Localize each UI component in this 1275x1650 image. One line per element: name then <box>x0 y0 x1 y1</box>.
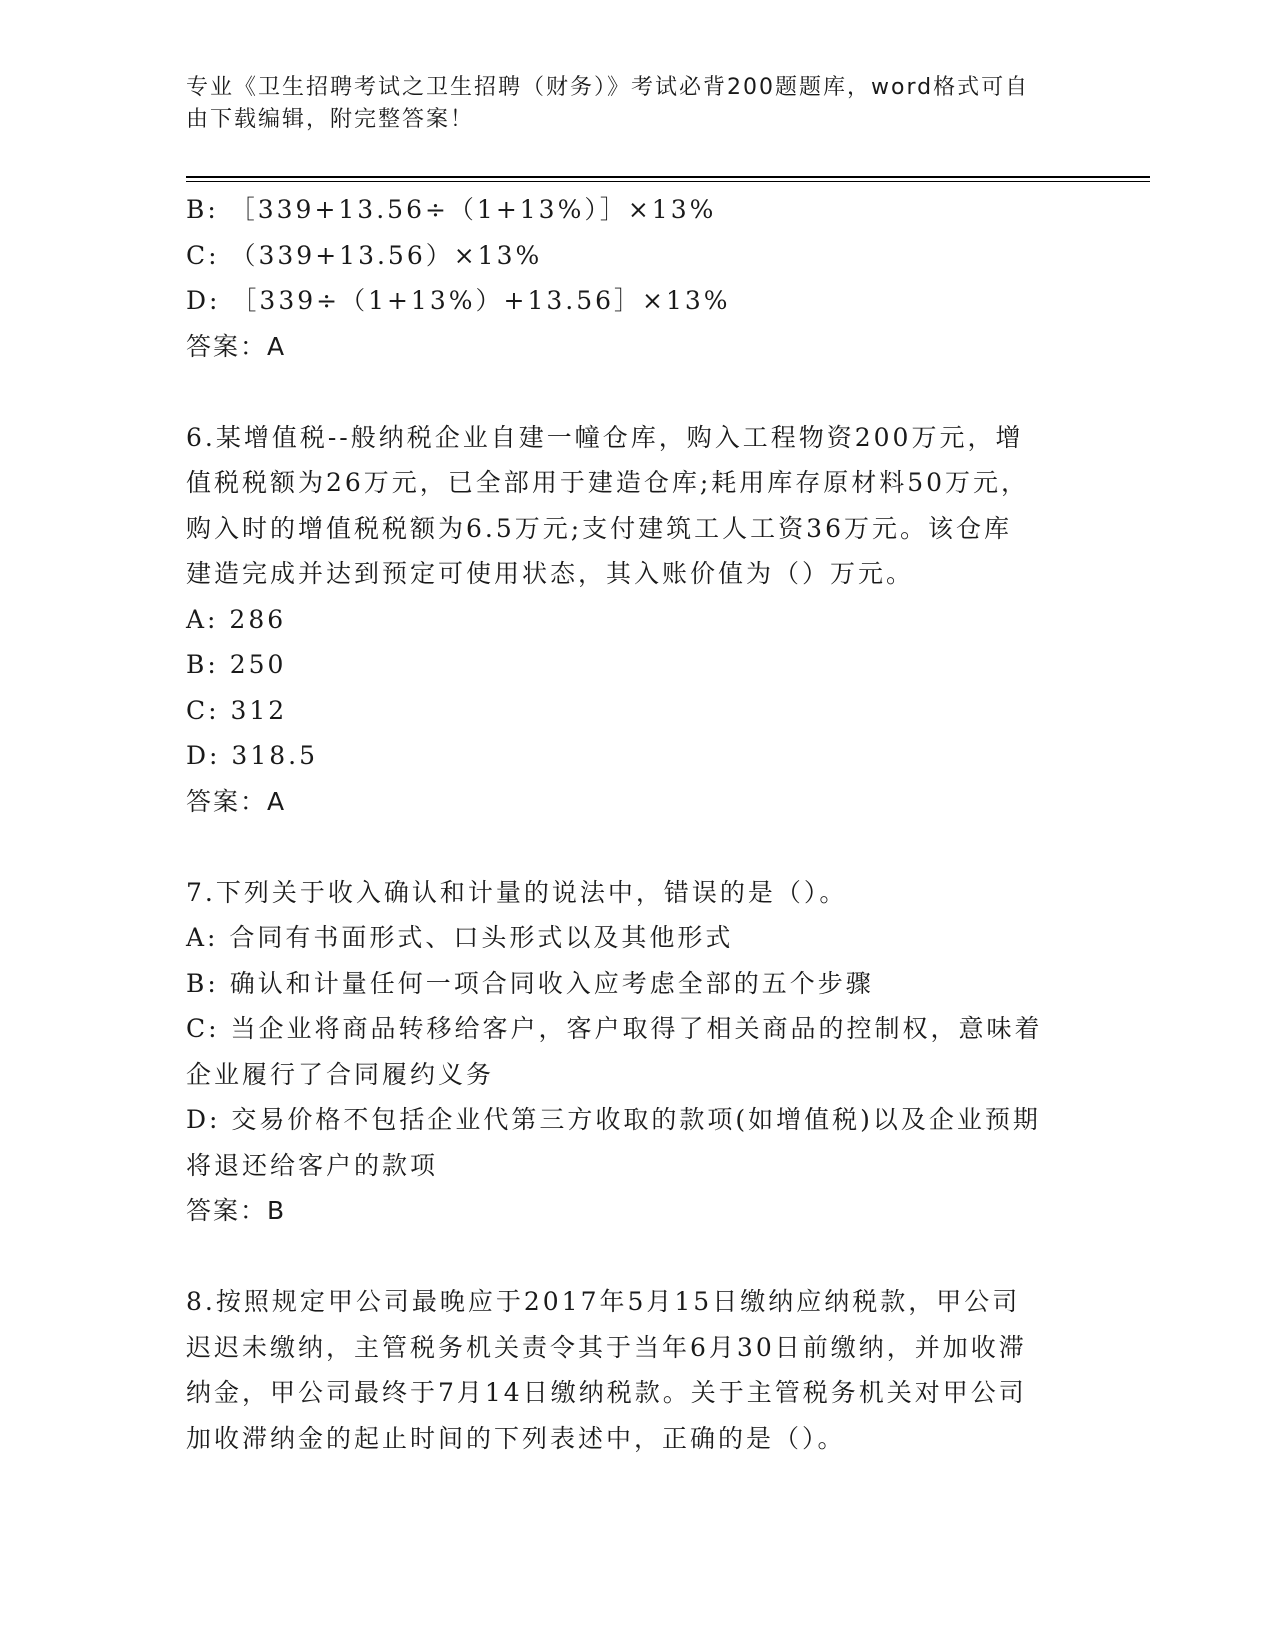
header-line-2: 由下载编辑，附完整答案！ <box>186 107 475 132</box>
header-rule-thin <box>186 181 1150 182</box>
page-header <box>186 72 1066 136</box>
q7-option-d-line-2: 将退还给客户的款项 <box>186 1150 439 1180</box>
question-content <box>186 187 1076 1461</box>
spacer <box>186 369 1076 415</box>
q6-stem-line-4: 建造完成并达到预定可使用状态，其入账价值为（）万元。 <box>186 559 915 588</box>
q6-answer: 答案：A <box>186 786 287 816</box>
q8-stem-line-2: 迟迟未缴纳，主管税务机关责令其于当年6月30日前缴纳，并加收滞 <box>186 1332 1027 1362</box>
q7-stem: 7.下列关于收入确认和计量的说法中，错误的是（）。 <box>186 877 848 907</box>
q6-option-d: D: 318.5 <box>186 741 318 770</box>
q7-option-d-line-1: D: 交易价格不包括企业代第三方收取的款项(如增值税)以及企业预期 <box>186 1105 1041 1134</box>
q5-option-c: C: （339+13.56）×13% <box>186 240 543 270</box>
q7-answer: 答案：B <box>186 1196 287 1225</box>
q6-option-c: C: 312 <box>186 695 288 725</box>
q8-stem-line-3: 纳金，甲公司最终于7月14日缴纳税款。关于主管税务机关对甲公司 <box>186 1378 1027 1407</box>
question-7 <box>186 870 1076 1234</box>
q5-option-d: D: ［339÷（1+13%）+13.56］×13% <box>186 286 731 315</box>
spacer <box>186 1234 1076 1280</box>
q7-option-b: B: 确认和计量任何一项合同收入应考虑全部的五个步骤 <box>186 968 874 998</box>
q7-option-a: A: 合同有书面形式、口头形式以及其他形式 <box>186 923 734 952</box>
q5-option-b: B: ［339+13.56÷（1+13%）］×13% <box>186 195 717 224</box>
q6-stem-line-1: 6.某增值税--般纳税企业自建一幢仓库，购入工程物资200万元，增 <box>186 422 1024 452</box>
question-8 <box>186 1279 1076 1461</box>
header-line-1: 专业《卫生招聘考试之卫生招聘（财务）》考试必背200题题库，word格式可自 <box>186 75 1030 100</box>
q6-stem-line-2: 值税税额为26万元，已全部用于建造仓库;耗用库存原材料50万元， <box>186 468 1030 497</box>
question-5 <box>186 187 1076 369</box>
q7-option-c-line-1: C: 当企业将商品转移给客户，客户取得了相关商品的控制权，意味着 <box>186 1014 1043 1043</box>
spacer <box>186 824 1076 870</box>
q6-option-a: A: 286 <box>186 604 287 634</box>
question-6 <box>186 415 1076 825</box>
q8-stem-line-4: 加收滞纳金的起止时间的下列表述中，正确的是（）。 <box>186 1423 846 1453</box>
q8-stem-line-1: 8.按照规定甲公司最晚应于2017年5月15日缴纳应纳税款，甲公司 <box>186 1287 1021 1316</box>
q6-stem-line-3: 购入时的增值税税额为6.5万元;支付建筑工人工资36万元。该仓库 <box>186 513 1012 543</box>
q5-answer: 答案：A <box>186 331 287 361</box>
q7-option-c-line-2: 企业履行了合同履约义务 <box>186 1059 495 1089</box>
q6-option-b: B: 250 <box>186 650 287 679</box>
header-rule-thick <box>186 176 1150 178</box>
